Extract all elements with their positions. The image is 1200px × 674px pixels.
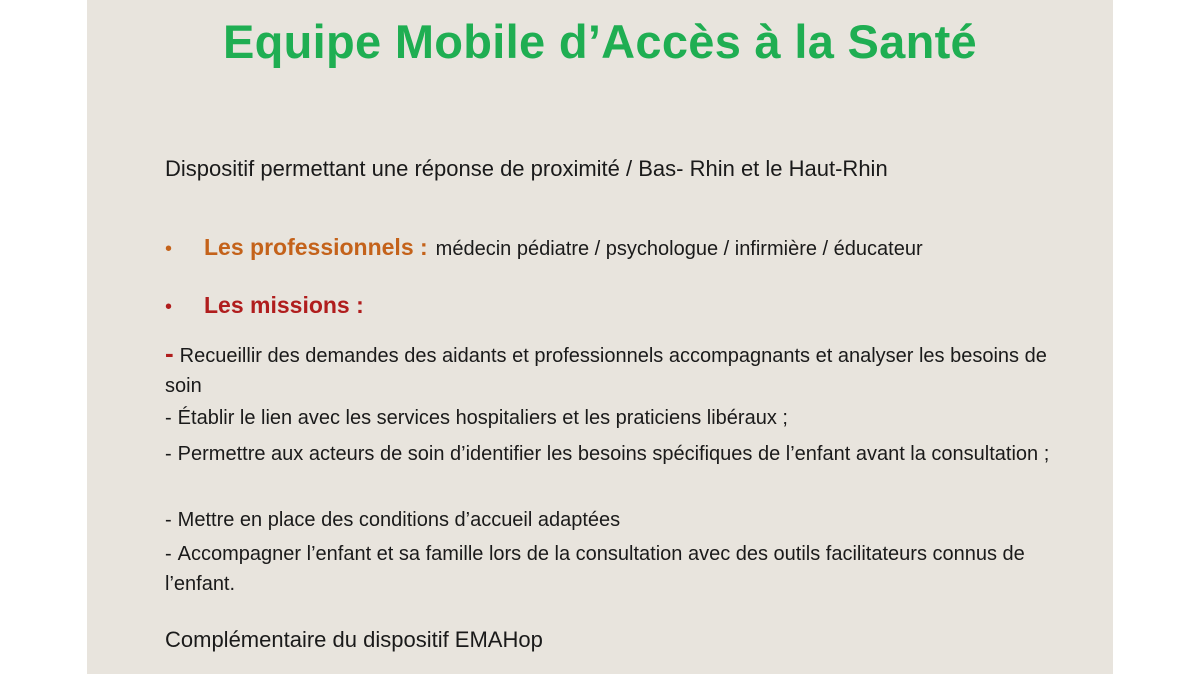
outro-text: Complémentaire du dispositif EMAHop bbox=[165, 627, 543, 652]
mission-item bbox=[165, 403, 1085, 433]
professionals-label: Les professionnels : bbox=[204, 234, 428, 260]
mission-text: Mettre en place des conditions d’accueil adaptées bbox=[177, 509, 621, 531]
mission-text: Établir le lien avec les services hospitaliers et les praticiens libéraux ; bbox=[177, 407, 788, 429]
mission-item bbox=[165, 505, 1085, 535]
professionals-row bbox=[165, 234, 923, 261]
dash-icon: - bbox=[165, 443, 172, 465]
dash-icon: - bbox=[165, 543, 172, 565]
dash-icon: - bbox=[165, 509, 172, 531]
bullet-icon: • bbox=[165, 238, 173, 260]
bullet-icon: • bbox=[165, 296, 173, 318]
mission-text: Recueillir des demandes des aidants et professionnels accompagnants et analyser les besoins de soin bbox=[165, 345, 1047, 397]
slide bbox=[87, 0, 1113, 674]
missions-label: Les missions : bbox=[204, 292, 364, 318]
dash-icon: - bbox=[165, 407, 172, 429]
professionals-values: médecin pédiatre / psychologue / infirmière / éducateur bbox=[435, 238, 923, 260]
mission-item bbox=[165, 539, 1085, 599]
dash-icon: - bbox=[165, 338, 174, 368]
intro-text: Dispositif permettant une réponse de proximité / Bas- Rhin et le Haut-Rhin bbox=[165, 156, 888, 181]
mission-item bbox=[165, 338, 1085, 401]
mission-item bbox=[165, 439, 1085, 469]
slide-title: Equipe Mobile d’Accès à la Santé bbox=[223, 15, 977, 68]
mission-text: Accompagner l’enfant et sa famille lors de la consultation avec des outils facilitateurs connus de l’enfant. bbox=[165, 543, 1025, 595]
mission-text: Permettre aux acteurs de soin d’identifier les besoins spécifiques de l’enfant avant la consultation ; bbox=[177, 443, 1050, 465]
missions-row bbox=[165, 292, 364, 319]
